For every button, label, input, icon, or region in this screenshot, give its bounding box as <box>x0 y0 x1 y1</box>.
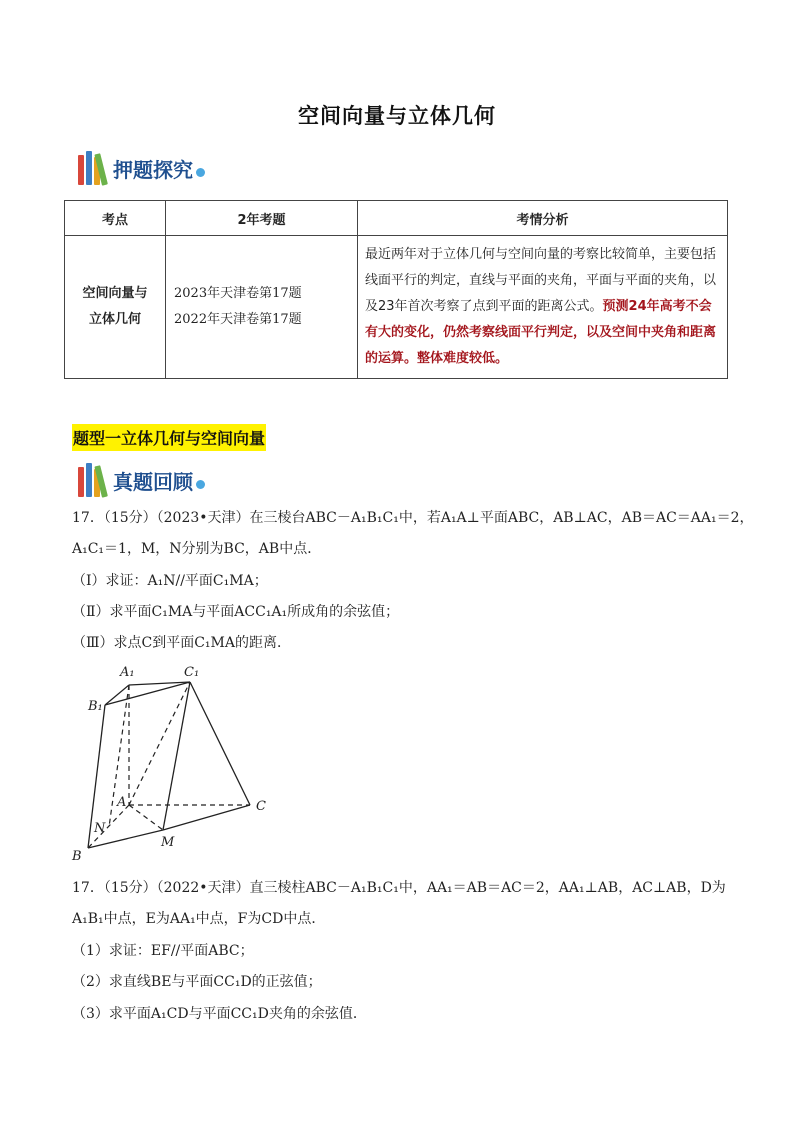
label-N: N <box>94 821 106 836</box>
problem1-line: 17．（15分）（2023•天津）在三棱台ABC－A₁B₁C₁中，若A₁A⊥平面ABC，AB⊥AC，AB＝AC＝AA₁＝2， <box>72 510 754 526</box>
label-B1: B₁ <box>88 699 103 714</box>
table-header-row <box>65 201 728 236</box>
table-row <box>65 236 728 379</box>
exam-line: 2022年天津卷第17题 <box>174 312 302 327</box>
books-icon <box>78 151 110 185</box>
problem2-line: （3）求平面A₁CD与平面CC₁D夹角的余弦值． <box>72 1006 367 1022</box>
section-header-exploration <box>78 148 205 188</box>
problem2-line: 17．（15分）（2022•天津）直三棱柱ABC－A₁B₁C₁中，AA₁＝AB＝AC＝2，AA₁⊥AB，AC⊥AB，D为 <box>72 880 726 896</box>
header-topic: 考点 <box>65 201 166 236</box>
problem2-line: （1）求证：EF//平面ABC； <box>72 943 254 959</box>
problem1-line: （Ⅱ）求平面C₁MA与平面ACC₁A₁所成角的余弦值； <box>72 604 400 620</box>
analysis-prediction: 预测24年高考不会有大的变化，仍然考察线面平行判定，以及空间中夹角和距离的运算。整体难度较低。 <box>365 299 717 366</box>
exams-cell <box>166 236 358 379</box>
problem1-line: （Ⅲ）求点C到平面C₁MA的距离． <box>72 635 291 651</box>
info-table <box>64 200 728 379</box>
section-label: 真题回顾 <box>113 469 193 494</box>
analysis-cell <box>358 236 728 379</box>
header-exams: 2年考题 <box>166 201 358 236</box>
problem1-line: A₁C₁＝1，M，N分别为BC，AB中点． <box>72 541 322 557</box>
label-B: B <box>72 849 82 864</box>
exam-line: 2023年天津卷第17题 <box>174 286 302 301</box>
problem2-line: （2）求直线BE与平面CC₁D的正弦值； <box>72 974 322 990</box>
analysis-text: 最近两年对于立体几何与空间向量的考察比较简单，主要包括线面平行的判定，直线与平面的夹角，平面与平面的夹角，以及23年首次考察了点到平面的距离公式。 <box>365 247 717 314</box>
page-title: 空间向量与立体几何 <box>298 104 496 128</box>
topic-line: 立体几何 <box>88 312 141 327</box>
frustum-figure <box>64 660 294 865</box>
header-analysis: 考情分析 <box>358 201 728 236</box>
topic-cell <box>65 236 166 379</box>
dot-icon <box>196 168 205 177</box>
problem2-line: A₁B₁中点，E为AA₁中点，F为CD中点． <box>72 911 326 927</box>
label-A: A <box>117 795 127 810</box>
section-label: 押题探究 <box>113 157 193 182</box>
books-icon <box>78 463 110 497</box>
label-M: M <box>161 835 175 850</box>
type-label: 题型一立体几何与空间向量 <box>72 424 266 451</box>
label-C1: C₁ <box>184 665 200 680</box>
section-header-review <box>78 460 205 500</box>
problem1-line: （Ⅰ）求证：A₁N//平面C₁MA； <box>72 573 268 589</box>
dot-icon <box>196 480 205 489</box>
label-A1: A₁ <box>120 665 135 680</box>
topic-line: 空间向量与 <box>82 286 148 301</box>
label-C: C <box>256 799 266 814</box>
